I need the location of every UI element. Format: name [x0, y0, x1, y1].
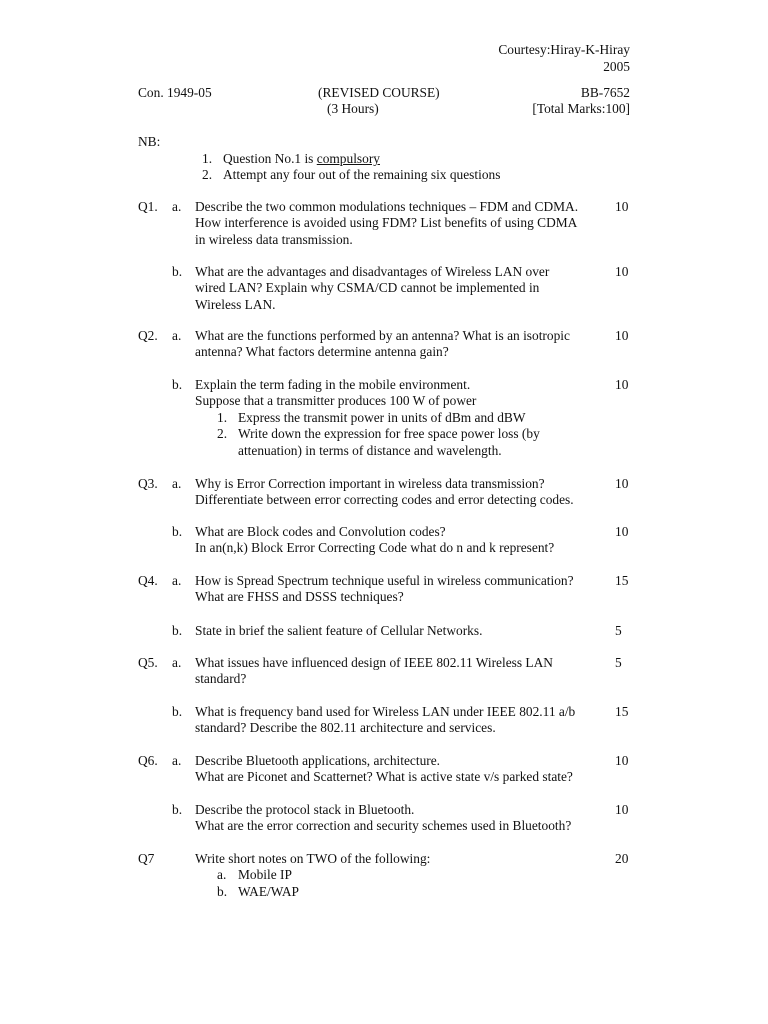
- question-text-line: Suppose that a transmitter produces 100 W of power: [195, 393, 477, 409]
- question-number: Q7: [138, 851, 155, 866]
- question-text-line: Wireless LAN.: [195, 296, 276, 312]
- question-text-line: Describe the two common modulations techniques – FDM and CDMA.: [195, 199, 579, 214]
- question-text-line: What is frequency band used for Wireless LAN under IEEE 802.11 a/b: [195, 704, 576, 719]
- total-marks: [Total Marks:100]: [532, 101, 630, 116]
- nb-item-number: 1.: [202, 151, 213, 166]
- sub-item-number: 1.: [217, 409, 228, 425]
- sub-item-text: Write down the expression for free space power loss (by: [238, 426, 540, 442]
- part-letter: b.: [172, 704, 183, 719]
- nb-item-number: 2.: [202, 167, 213, 182]
- course-type: (REVISED COURSE): [318, 85, 440, 100]
- question-text-line: wired LAN? Explain why CSMA/CD cannot be implemented in: [195, 280, 540, 296]
- part-letter: a.: [172, 573, 182, 588]
- nb-item-text: Attempt any four out of the remaining six questions: [223, 167, 501, 182]
- duration: (3 Hours): [327, 101, 379, 116]
- question-text-line: In an(n,k) Block Error Correcting Code what do n and k represent?: [195, 540, 555, 556]
- part-letter: b.: [172, 802, 183, 817]
- sub-item-number: b.: [217, 883, 228, 899]
- marks: 10: [615, 199, 629, 214]
- marks: 10: [615, 328, 629, 343]
- marks: 15: [615, 704, 629, 719]
- nb-item-text: [223, 151, 380, 167]
- part-letter: b.: [172, 264, 183, 279]
- marks: 5: [615, 655, 622, 670]
- question-text-line: What are Piconet and Scatternet? What is active state v/s parked state?: [195, 769, 573, 785]
- question-text-line: How interference is avoided using FDM? List benefits of using CDMA: [195, 215, 578, 231]
- part-letter: a.: [172, 199, 182, 214]
- question-number: Q2.: [138, 328, 158, 343]
- year-text: 2005: [603, 59, 630, 74]
- paper-code: BB-7652: [580, 85, 630, 100]
- sub-item-number: 2.: [217, 426, 228, 442]
- question-number: Q5.: [138, 655, 158, 670]
- courtesy-text: Courtesy:Hiray-K-Hiray: [498, 42, 630, 57]
- question-text-line: What are the functions performed by an antenna? What is an isotropic: [195, 328, 570, 343]
- marks: 10: [615, 476, 629, 491]
- question-text-line: Differentiate between error correcting codes and error detecting codes.: [195, 492, 574, 508]
- question-number: Q3.: [138, 476, 158, 491]
- question-text-line: What are FHSS and DSSS techniques?: [195, 589, 404, 605]
- part-letter: b.: [172, 377, 183, 392]
- question-text-line: Why is Error Correction important in wireless data transmission?: [195, 476, 545, 491]
- question-number: Q1.: [138, 199, 158, 214]
- question-text-line: What are Block codes and Convolution codes?: [195, 524, 446, 539]
- sub-item-text: Express the transmit power in units of dBm and dBW: [238, 409, 526, 425]
- sub-item-text: Mobile IP: [238, 867, 292, 883]
- part-letter: a.: [172, 655, 182, 670]
- nb-item-text-part: Question No.1 is: [223, 151, 317, 166]
- question-text-line: in wireless data transmission.: [195, 231, 353, 247]
- nb-item-emphasis: compulsory: [316, 151, 380, 166]
- marks: 20: [615, 851, 629, 866]
- part-letter: a.: [172, 476, 182, 491]
- marks: 5: [615, 623, 622, 638]
- part-letter: a.: [172, 753, 182, 768]
- marks: 10: [615, 377, 629, 392]
- question-text-line: What are the error correction and security schemes used in Bluetooth?: [195, 818, 572, 834]
- marks: 10: [615, 802, 629, 817]
- question-text-line: Write short notes on TWO of the following:: [195, 851, 431, 866]
- part-letter: a.: [172, 328, 182, 343]
- marks: 10: [615, 264, 629, 279]
- question-number: Q4.: [138, 573, 158, 588]
- part-letter: b.: [172, 524, 183, 539]
- question-text-line: standard?: [195, 671, 247, 687]
- question-text-line: Describe Bluetooth applications, architecture.: [195, 753, 441, 768]
- nb-label: NB:: [138, 134, 161, 149]
- question-text-line: What are the advantages and disadvantages of Wireless LAN over: [195, 264, 550, 279]
- question-text-line: Explain the term fading in the mobile environment.: [195, 377, 471, 392]
- question-text-line: standard? Describe the 802.11 architecture and services.: [195, 720, 496, 736]
- sub-item-text: attenuation) in terms of distance and wavelength.: [238, 442, 502, 458]
- question-text-line: How is Spread Spectrum technique useful in wireless communication?: [195, 573, 574, 588]
- question-text-line: State in brief the salient feature of Cellular Networks.: [195, 623, 483, 638]
- sub-item-number: a.: [217, 867, 227, 883]
- question-number: Q6.: [138, 753, 158, 768]
- con-number: Con. 1949-05: [138, 85, 212, 100]
- question-text-line: What issues have influenced design of IEEE 802.11 Wireless LAN: [195, 655, 553, 670]
- sub-item-text: WAE/WAP: [238, 883, 299, 899]
- part-letter: b.: [172, 623, 183, 638]
- marks: 10: [615, 524, 629, 539]
- question-text-line: antenna? What factors determine antenna gain?: [195, 344, 449, 360]
- marks: 10: [615, 753, 629, 768]
- marks: 15: [615, 573, 629, 588]
- question-text-line: Describe the protocol stack in Bluetooth.: [195, 802, 415, 817]
